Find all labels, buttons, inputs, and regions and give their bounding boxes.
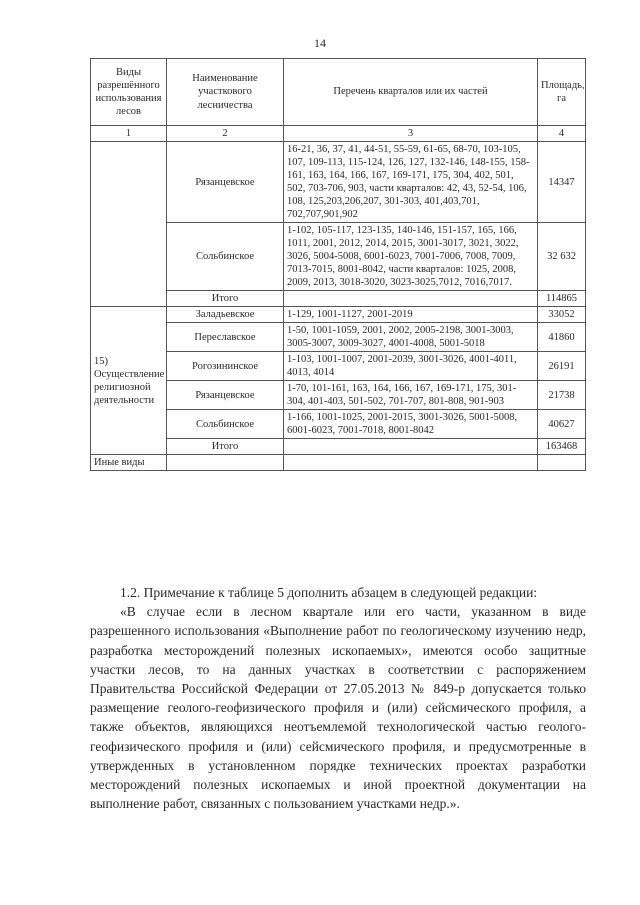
lesnichestvo-cell: Сольбинское [167, 410, 284, 439]
quarters-cell: 1-50, 1001-1059, 2001, 2002, 2005-2198, 3001-3003, 3005-3007, 3009-3027, 4001-4008, 5001-5018 [284, 323, 538, 352]
body-text [90, 583, 586, 813]
total-label: Итого [167, 439, 284, 455]
lesnichestvo-cell: Сольбинское [167, 223, 284, 291]
header-lesnichestvo: Наименование участкового лесничества [167, 59, 284, 126]
header-quarters: Перечень кварталов или их частей [284, 59, 538, 126]
other-empty [284, 455, 538, 471]
paragraph-quote: «В случае если в лесном квартале или его части, указанном в виде разрешенного использования «Выполнение работ по геологическому изучению недр, разработка месторождений полезных ископаемых», имеются особо защитные участки лесов, то на данных участках в соответствии с распоряжением Правительства Российской Федерации от 27.05.2013 № 849-р допускается только размещение геолого-геофизического профиля и (или) сейсмического профиля, а также объектов, являющихся неотъемлемой технологической частью геолого-геофизического профиля и (или) сейсмического профиля, и предусмотренные в утвержденных в установленном порядке технических проектах разработки месторождений полезных ископаемых и иной проектной документации на выполнение работ, связанных с пользованием участками недр.». [90, 604, 586, 812]
lesnichestvo-cell: Заладьевское [167, 307, 284, 323]
total-label: Итого [167, 291, 284, 307]
total-value: 163468 [538, 439, 586, 455]
area-cell: 21738 [538, 381, 586, 410]
area-cell: 40627 [538, 410, 586, 439]
table-header-row [91, 59, 586, 126]
page-number: 14 [314, 36, 326, 50]
other-empty [167, 455, 284, 471]
quarters-cell: 1-102, 105-117, 123-135, 140-146, 151-157, 165, 166, 1011, 2001, 2012, 2014, 2015, 3001-3017, 3021, 3022, 3026, 5004-5008, 6001-6023, 7001-7006, 7008, 7009, 7013-7015, 8001-8042, части кварталов: 1025, 2008, 2009, 2013, 3018-3020, 3023-3025,7012, 7016,7017. [284, 223, 538, 291]
header-area: Площадь, га [538, 59, 586, 126]
column-number: 2 [167, 126, 284, 142]
lesnichestvo-cell: Рогозининское [167, 352, 284, 381]
quarters-cell: 1-103, 1001-1007, 2001-2039, 3001-3026, 4001-4011, 4013, 4014 [284, 352, 538, 381]
table-row [91, 307, 586, 323]
area-cell: 14347 [538, 142, 586, 223]
area-cell: 33052 [538, 307, 586, 323]
forest-use-table [90, 58, 586, 471]
table-row [91, 142, 586, 223]
column-number-row [91, 126, 586, 142]
quarters-cell: 1-166, 1001-1025, 2001-2015, 3001-3026, 5001-5008, 6001-6023, 7001-7018, 8001-8042 [284, 410, 538, 439]
total-empty [284, 439, 538, 455]
column-number: 3 [284, 126, 538, 142]
other-label: Иные виды [91, 455, 167, 471]
area-cell: 26191 [538, 352, 586, 381]
quarters-cell: 1-70, 101-161, 163, 164, 166, 167, 169-171, 175, 301-304, 401-403, 501-502, 701-707, 801-808, 901-903 [284, 381, 538, 410]
total-empty [284, 291, 538, 307]
vid-cell: 15) Осуществление религиозной деятельности [91, 307, 167, 455]
lesnichestvo-cell: Рязанцевское [167, 142, 284, 223]
lesnichestvo-cell: Рязанцевское [167, 381, 284, 410]
vid-cell-empty [91, 142, 167, 307]
paragraph-note: 1.2. Примечание к таблице 5 дополнить абзацем в следующей редакции: [120, 585, 538, 600]
total-value: 114865 [538, 291, 586, 307]
column-number: 4 [538, 126, 586, 142]
quarters-cell: 16-21, 36, 37, 41, 44-51, 55-59, 61-65, 68-70, 103-105, 107, 109-113, 115-124, 126, 127, 132-146, 148-155, 158-161, 163, 164, 166, 167, 169-171, 175, 304, 402, 501, 502, 703-706, 903, части кварталов: 42, 43, 52-54, 106, 108, 125,203,206,207, 301-303, 401,403,701, 702,707,901,902 [284, 142, 538, 223]
quarters-cell: 1-129, 1001-1127, 2001-2019 [284, 307, 538, 323]
other-empty [538, 455, 586, 471]
column-number: 1 [91, 126, 167, 142]
header-vid: Виды разрешённого использования лесов [91, 59, 167, 126]
area-cell: 32 632 [538, 223, 586, 291]
other-row [91, 455, 586, 471]
lesnichestvo-cell: Переславское [167, 323, 284, 352]
area-cell: 41860 [538, 323, 586, 352]
